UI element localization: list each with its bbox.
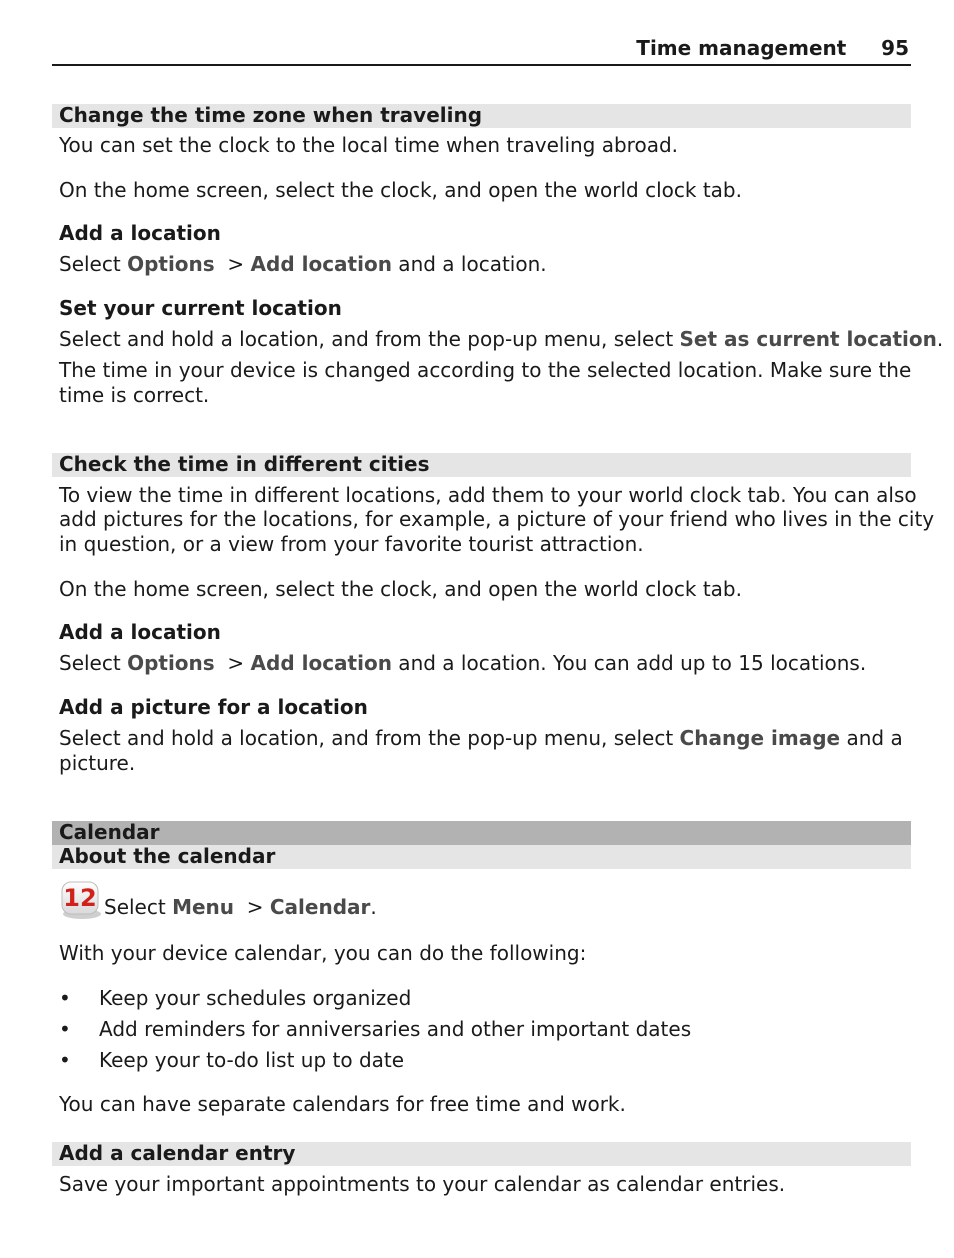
bullet-marker: • bbox=[59, 986, 71, 1010]
ui-term-add-location: Add location bbox=[250, 252, 392, 276]
paragraph: On the home screen, select the clock, and open the world clock tab. bbox=[59, 577, 742, 601]
ui-term-options: Options bbox=[127, 252, 215, 276]
section-heading-time-zone bbox=[52, 104, 911, 128]
subheading: Set your current location bbox=[59, 296, 342, 320]
text: and a bbox=[840, 726, 903, 750]
running-header bbox=[636, 36, 909, 60]
section-title: Add a calendar entry bbox=[59, 1141, 296, 1165]
paragraph: With your device calendar, you can do the following: bbox=[59, 941, 587, 965]
bullet-marker: • bbox=[59, 1017, 71, 1041]
ui-term-menu: Menu bbox=[172, 895, 235, 919]
paragraph: On the home screen, select the clock, and open the world clock tab. bbox=[59, 178, 742, 202]
paragraph-line: add pictures for the locations, for example, a picture of your friend who lives in the city bbox=[59, 507, 935, 531]
text: Select and hold a location, and from the pop-up menu, select bbox=[59, 726, 680, 750]
text: and a location. You can add up to 15 locations. bbox=[391, 651, 867, 675]
paragraph bbox=[104, 895, 952, 920]
menu-separator: > bbox=[214, 651, 251, 675]
text: and a location. bbox=[391, 252, 547, 276]
text: . bbox=[370, 895, 377, 919]
paragraph bbox=[59, 651, 907, 676]
page-number: 95 bbox=[881, 36, 909, 60]
list-item: Keep your schedules organized bbox=[99, 986, 412, 1010]
bullet-marker: • bbox=[59, 1048, 71, 1072]
menu-separator: > bbox=[214, 252, 251, 276]
paragraph-line: in question, or a view from your favorite tourist attraction. bbox=[59, 532, 644, 556]
text: Select and hold a location, and from the pop-up menu, select bbox=[59, 327, 680, 351]
chapter-heading-calendar bbox=[52, 821, 911, 845]
paragraph-line: picture. bbox=[59, 751, 136, 775]
section-title: Change the time zone when traveling bbox=[59, 103, 483, 127]
paragraph-line: To view the time in different locations, add them to your world clock tab. You can also bbox=[59, 483, 917, 507]
text: Select bbox=[104, 895, 173, 919]
ui-term-change-image: Change image bbox=[679, 726, 841, 750]
subheading: Add a picture for a location bbox=[59, 695, 368, 719]
paragraph: You can have separate calendars for free time and work. bbox=[59, 1092, 626, 1116]
calendar-icon-day: 12 bbox=[63, 884, 97, 912]
subheading: Add a location bbox=[59, 620, 221, 644]
text: . bbox=[936, 327, 944, 351]
calendar-icon bbox=[60, 880, 102, 920]
section-title: Calendar bbox=[59, 820, 160, 844]
section-title: About the calendar bbox=[59, 844, 276, 868]
list-item: Keep your to-do list up to date bbox=[99, 1048, 405, 1072]
ui-term-calendar: Calendar bbox=[269, 895, 371, 919]
paragraph bbox=[59, 252, 907, 277]
ui-term-set-current-location: Set as current location bbox=[679, 327, 937, 351]
paragraph: You can set the clock to the local time when traveling abroad. bbox=[59, 133, 679, 157]
section-title: Check the time in different cities bbox=[59, 452, 430, 476]
paragraph bbox=[59, 327, 944, 352]
section-heading-add-entry bbox=[52, 1142, 911, 1166]
paragraph: Save your important appointments to your calendar as calendar entries. bbox=[59, 1172, 786, 1196]
page-header bbox=[52, 0, 911, 66]
subheading: Add a location bbox=[59, 221, 221, 245]
ui-term-options: Options bbox=[127, 651, 215, 675]
section-heading-cities bbox=[52, 453, 911, 477]
menu-separator: > bbox=[234, 895, 270, 919]
ui-term-add-location: Add location bbox=[250, 651, 392, 675]
paragraph-line: The time in your device is changed according to the selected location. Make sure the bbox=[59, 358, 912, 382]
text: Select bbox=[59, 252, 128, 276]
paragraph-line: time is correct. bbox=[59, 383, 210, 407]
header-title: Time management bbox=[636, 36, 847, 60]
section-heading-about-calendar bbox=[52, 845, 911, 869]
paragraph bbox=[59, 726, 907, 751]
text: Select bbox=[59, 651, 128, 675]
list-item: Add reminders for anniversaries and other important dates bbox=[99, 1017, 692, 1041]
